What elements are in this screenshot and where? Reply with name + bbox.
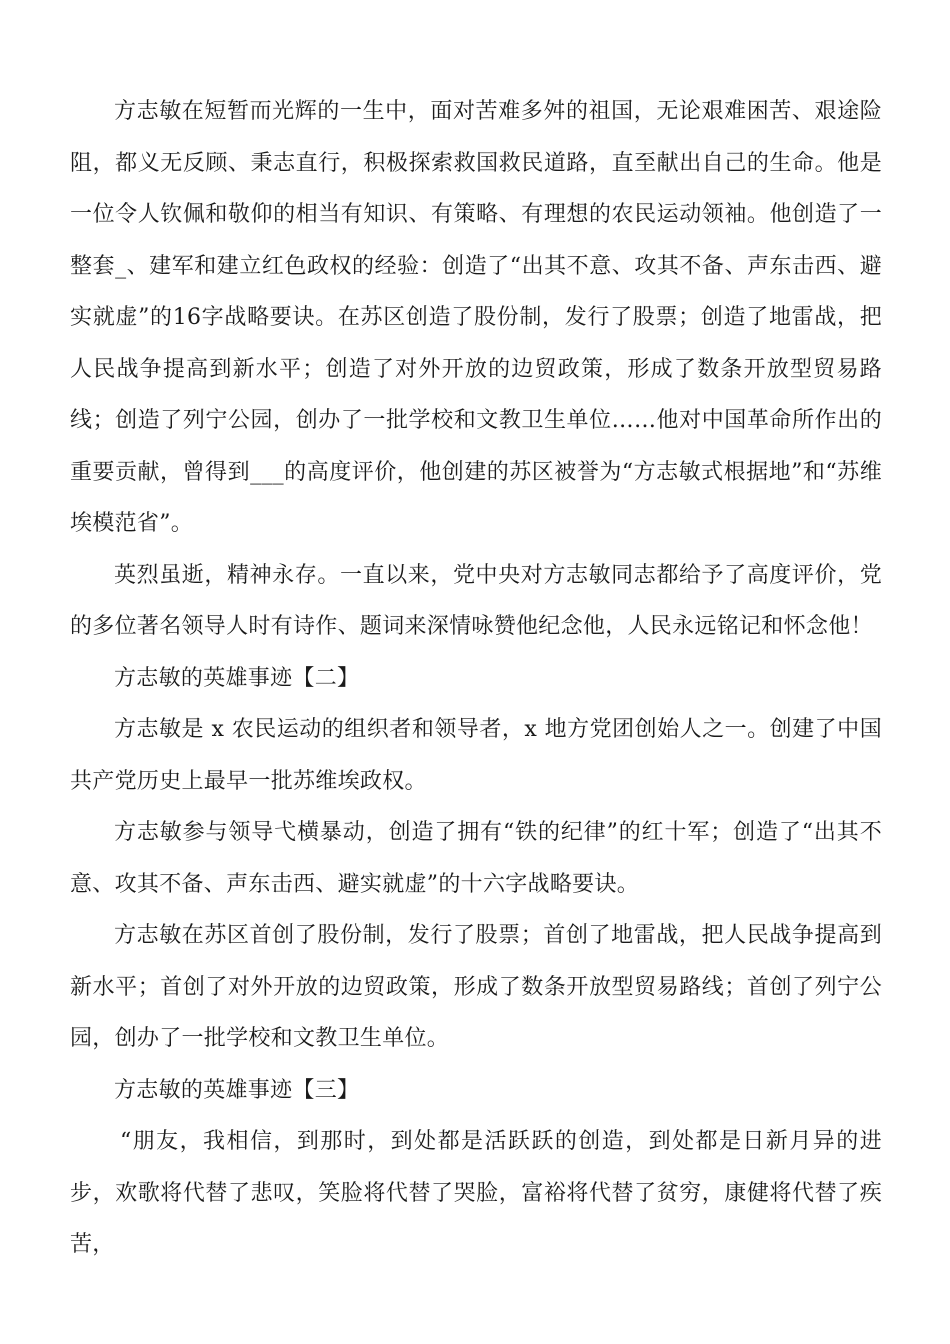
paragraph-intro: 方志敏在短暂而光辉的一生中，面对苦难多舛的祖国，无论艰难困苦、艰途险阻，都义无反顾、秉志直行，积极探索救国救民道路，直至献出自己的生命。他是一位令人钦佩和敬仰的相当有知识、有策略、有理想的农民运动领袖。他创造了一整套_、建军和建立红色政权的经验：创造了“出其不意、攻其不备、声东击西、避实就虚”的16字战略要诀。在苏区创造了股份制，发行了股票；创造了地雷战，把人民战争提高到新水平；创造了对外开放的边贸政策，形成了数条开放型贸易路线；创造了列宁公园，创办了一批学校和文教卫生单位……他对中国革命所作出的重要贡献，曾得到___的高度评价，他创建的苏区被誉为“方志敏式根据地”和“苏维埃模范省”。 [70, 99, 882, 536]
paragraph-innovations: 方志敏在苏区首创了股份制，发行了股票；首创了地雷战，把人民战争提高到新水平；首创了对外开放的边贸政策，形成了数条开放型贸易路线；首创了列宁公园，创办了一批学校和文教卫生单位。 [70, 923, 882, 1051]
section-heading-2: 方志敏的英雄事迹【二】 [114, 665, 360, 691]
paragraph-legacy: 英烈虽逝，精神永存。一直以来，党中央对方志敏同志都给予了高度评价，党的多位著名领导人时有诗作、题词来深情咏赞他纪念他，人民永远铭记和怀念他！ [70, 562, 882, 639]
paragraph-organizer: 方志敏是 x 农民运动的组织者和领导者，x 地方党团创始人之一。创建了中国共产党历史上最早一批苏维埃政权。 [70, 717, 882, 794]
paragraph-quote: “朋友，我相信，到那时，到处都是活跃跃的创造，到处都是日新月异的进步，欢歌将代替了悲叹，笑脸将代替了哭脸，富裕将代替了贫穷，康健将代替了疾苦， [70, 1129, 882, 1257]
paragraph-uprising: 方志敏参与领导弋横暴动，创造了拥有“铁的纪律”的红十军；创造了“出其不意、攻其不备、声东击西、避实就虚”的十六字战略要诀。 [70, 820, 882, 897]
section-heading-3: 方志敏的英雄事迹【三】 [114, 1077, 360, 1103]
document-body [70, 86, 882, 1271]
